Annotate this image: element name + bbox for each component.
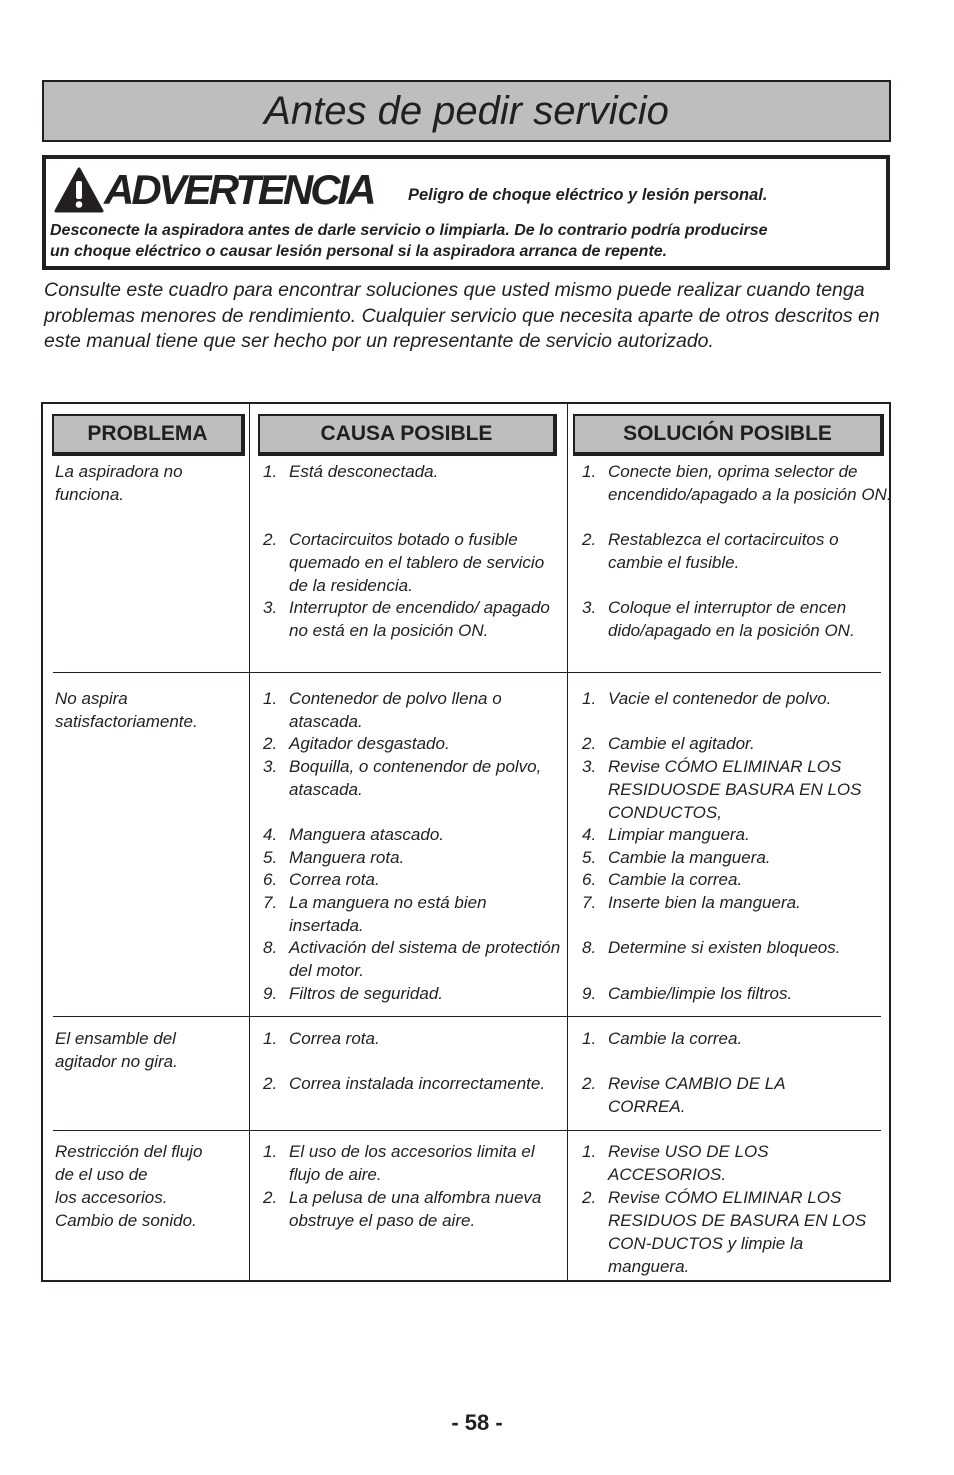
- solution-item: 1. Cambie la correa.: [582, 1029, 743, 1048]
- solution-item: 5. Cambie la manguera.: [582, 848, 771, 867]
- problem-line: Restricción del flujo: [55, 1142, 203, 1161]
- cause-item: 4. Manguera atascado.: [263, 825, 444, 844]
- warning-body: [50, 220, 880, 262]
- warning-box: [42, 155, 890, 270]
- solution-item: 7. Inserte bien la manguera.: [582, 893, 801, 912]
- row-divider: [53, 672, 881, 673]
- title-banner: [42, 80, 891, 142]
- solution-item: 1. Conecte bien, oprima selector de encendido/apagado a la posición ON.: [582, 462, 892, 504]
- page-title: Antes de pedir servicio: [264, 89, 669, 133]
- warning-body-line: Desconecte la aspiradora antes de darle servicio o limpiarla. De lo contrario podría producirse: [50, 222, 768, 239]
- header-cause: CAUSA POSIBLE: [258, 414, 557, 456]
- problem-cell: El ensamble del agitador no gira.: [55, 1029, 178, 1071]
- cause-item: 1. El uso de los accesorios limita el flujo de aire.: [263, 1142, 535, 1184]
- cause-item: 7. La manguera no está bien insertada.: [263, 893, 487, 935]
- solution-item: 8. Determine si existen bloqueos.: [582, 938, 841, 957]
- cause-item: 8. Activación del sistema de protectión del motor.: [263, 938, 561, 980]
- cause-item: 2. Cortacircuitos botado o fusible quemado en el tablero de servicio de la residencia.: [263, 530, 545, 595]
- cause-item: 6. Correa rota.: [263, 870, 380, 889]
- cause-item: 2. Correa instalada incorrectamente.: [263, 1074, 546, 1093]
- solution-item: 1. Revise USO DE LOS ACCESORIOS.: [582, 1142, 769, 1184]
- problem-cell: [55, 1140, 235, 1232]
- solution-item: 2. Revise CAMBIO DE LA CORREA.: [582, 1074, 785, 1116]
- warning-header: [54, 167, 374, 213]
- solution-item: 3. Revise CÓMO ELIMINAR LOS RESIDUOSDE BASURA EN LOS CONDUCTOS,: [582, 757, 862, 822]
- problem-line: los accesorios.: [55, 1188, 168, 1207]
- row-divider: [53, 1016, 881, 1017]
- row-divider: [53, 1130, 881, 1131]
- cause-item: 1. Correa rota.: [263, 1029, 380, 1048]
- problem-cell: La aspiradora no funciona.: [55, 462, 183, 504]
- troubleshooting-table: [41, 402, 891, 1282]
- header-problem: PROBLEMA: [52, 414, 245, 456]
- problem-line: Cambio de sonido.: [55, 1211, 197, 1230]
- warning-subtitle: Peligro de choque eléctrico y lesión personal.: [408, 186, 768, 204]
- problem-cell: No aspira satisfactoriamente.: [55, 689, 198, 731]
- cause-item: 2. Agitador desgastado.: [263, 734, 450, 753]
- solution-item: 6. Cambie la correa.: [582, 870, 743, 889]
- cause-item: 3. Boquilla, o contenendor de polvo, atascada.: [263, 757, 542, 799]
- intro-paragraph: Consulte este cuadro para encontrar soluciones que usted mismo puede realizar cuando tenga problemas menores de rendimiento. Cualquier servicio que necesita aparte de otros descritos en este manual tiene que ser hecho por un representante de servicio autorizado.: [44, 279, 880, 352]
- solution-item: 9. Cambie/limpie los filtros.: [582, 984, 793, 1003]
- warning-word: ADVERTENCIA: [104, 166, 374, 213]
- solution-item: 2. Revise CÓMO ELIMINAR LOS RESIDUOS DE BASURA EN LOS CON-DUCTOS y limpie la manguera.: [582, 1188, 867, 1276]
- column-divider: [567, 404, 568, 1280]
- problem-line: de el uso de: [55, 1165, 148, 1184]
- cause-item: 3. Interruptor de encendido/ apagado no está en la posición ON.: [263, 598, 550, 640]
- header-solution: SOLUCIÓN POSIBLE: [573, 414, 884, 456]
- solution-item: 2. Cambie el agitador.: [582, 734, 755, 753]
- cause-item: 2. La pelusa de una alfombra nueva obstruye el paso de aire.: [263, 1188, 542, 1230]
- cause-item: 9. Filtros de seguridad.: [263, 984, 444, 1003]
- solution-item: 4. Limpiar manguera.: [582, 825, 750, 844]
- column-divider: [249, 404, 250, 1280]
- warning-triangle-icon: [54, 167, 104, 213]
- cause-item: 5. Manguera rota.: [263, 848, 405, 867]
- cause-item: 1. Está desconectada.: [263, 462, 439, 481]
- page-number: - 58 -: [451, 1410, 503, 1435]
- cause-item: 1. Contenedor de polvo llena o atascada.: [263, 689, 502, 731]
- warning-body-line: un choque eléctrico o causar lesión personal si la aspiradora arranca de repente.: [50, 243, 668, 260]
- solution-item: 1. Vacie el contenedor de polvo.: [582, 689, 832, 708]
- solution-item: 3. Coloque el interruptor de encen dido/apagado en la posición ON.: [582, 598, 855, 640]
- solution-item: 2. Restablezca el cortacircuitos o cambie el fusible.: [582, 530, 839, 572]
